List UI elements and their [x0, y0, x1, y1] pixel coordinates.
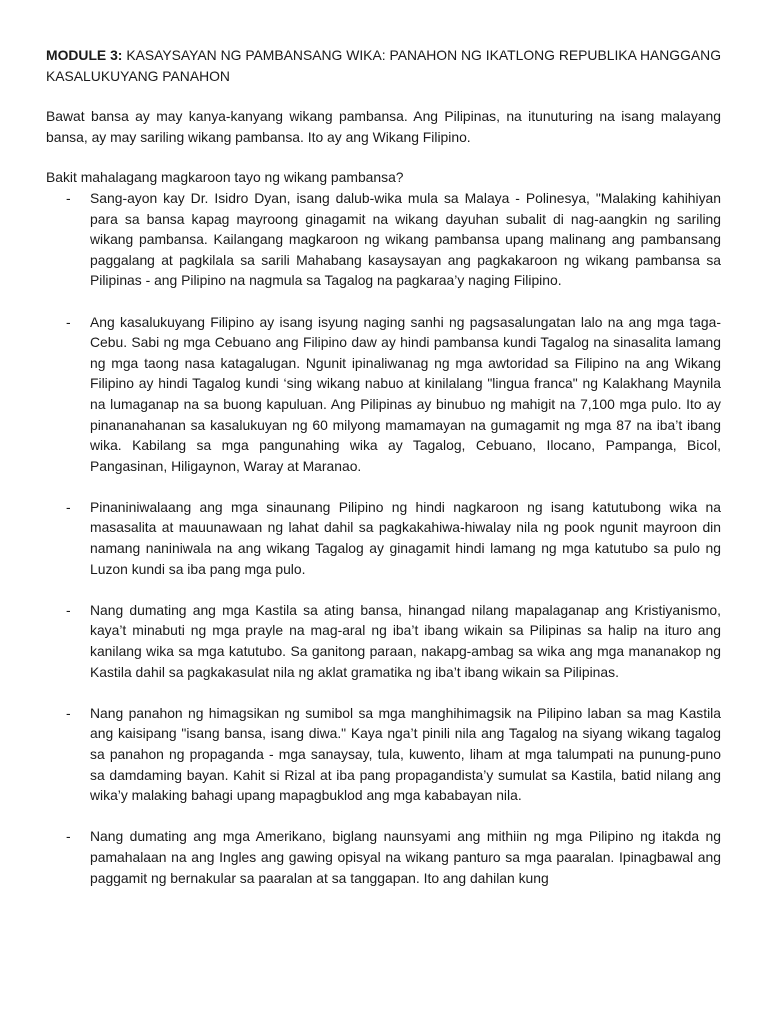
bullet-text: Nang dumating ang mga Kastila sa ating bansa, hinangad nilang mapalaganap ang Kristiyanismo, kaya’t minabuti ng mga prayle na mag-aral ng iba’t ibang wikain sa Pilipinas sa halip na ituro ang kanilang wika sa mga katutubo. Sa ganitong paraan, nakapg-ambag sa wika ang mga mananakop ng Kastila dahil sa pagkakasulat nila ng aklat gramatika ng iba’t ibang wikain sa Pilipinas. — [90, 601, 721, 680]
list-item — [46, 497, 721, 579]
bullet-marker: - — [66, 498, 71, 515]
bullet-marker: - — [66, 313, 71, 330]
bullet-text: Nang panahon ng himagsikan ng sumibol sa mga manghihimagsik na Pilipino laban sa mag Kastila ang kaisipang "isang bansa, isang diwa." Kaya nga’t pinili nila ang Tagalog na siyang wikang tagalog sa panahon ng propaganda - mga sanaysay, tula, kuwento, liham at mga talumpati na punung-puno sa damdaming bayan. Kahit si Rizal at iba pang propagandista’y sumulat sa Kastila, batid nilang ang wika’y malaking bahagi upang mapagbuklod ang mga kababayan nila. — [90, 704, 721, 804]
intro-paragraph: Bawat bansa ay may kanya-kanyang wikang pambansa. Ang Pilipinas, na itunuturing na isang malayang bansa, ay may sariling wikang pambansa. Ito ay ang Wikang Filipino. — [46, 108, 721, 145]
bullet-text: Nang dumating ang mga Amerikano, biglang naunsyami ang mithiin ng mga Pilipino ng itakda ng pamahalaan na ang Ingles ang gawing opisyal na wikang panturo sa mga paaralan. Ipinagbawal ang paggamit ng bernakular sa paaralan at sa tanggapan. Ito ang dahilan kung — [90, 828, 721, 886]
bullet-text: Sang-ayon kay Dr. Isidro Dyan, isang dalub-wika mula sa Malaya - Polinesya, "Malaking kahihiyan para sa bansa kapag mayroong ginagamit na wikang dayuhan subalit di nag-aangkin ng sariling wikang pambansa. Kailangang magkaroon ng wikang pambansa upang malinang ang pambansang paggalang at pagkilala sa sarili Mahabang kasaysayan ang pagkakaroon ng wikang pambansa sa Pilipinas - ang Pilipino na nagmula sa Tagalog na pagkaraa’y naging Filipino. — [90, 189, 721, 289]
bullet-marker: - — [66, 601, 71, 618]
list-item — [46, 826, 721, 888]
bullet-marker: - — [66, 828, 71, 845]
list-item — [46, 600, 721, 682]
bullet-text: Ang kasalukuyang Filipino ay isang isyung naging sanhi ng pagsasalungatan lalo na ang mga taga-Cebu. Sabi ng mga Cebuano ang Filipino daw ay hindi pambansa kundi Tagalog na sinasalita lamang ng mga taong nasa katagalugan. Ngunit ipinaliwanag ng mga awtoridad sa Filipino na ang Wikang Filipino ay hindi Tagalog kundi ‘sing wikang nabuo at kinilalang "lingua franca" ng Kalakhang Maynila na lumaganap na sa buong kapuluan. Ang Pilipinas ay binubuo ng mahigit na 7,100 mga pulo. Ito ay pinananahanan sa kasalukuyan ng 60 milyong mamamayan na gumagamit ng mga 87 na iba’t ibang wika. Kabilang sa mga pangunahing wika ay Tagalog, Cebuano, Ilocano, Pampanga, Bicol, Pangasinan, Hiligaynon, Waray at Maranao. — [90, 313, 721, 474]
bullet-list — [46, 188, 721, 888]
bullet-marker: - — [66, 189, 71, 206]
bullet-text: Pinaniniwalaang ang mga sinaunang Pilipino ng hindi nagkaroon ng isang katutubong wika na masasalita at mauunawaan ng lahat dahil sa pagkakahiwa-hiwalay nila ng pook ngunit mayroon din namang naniniwala na ang wikang Tagalog ay ginagamit hindi lamang ng mga katutubo sa pulo ng Luzon kundi sa iba pang mga pulo. — [90, 498, 721, 577]
list-item — [46, 703, 721, 806]
list-item — [46, 188, 721, 291]
list-item — [46, 312, 721, 477]
module-label: MODULE 3: — [46, 47, 123, 63]
module-title: KASAYSAYAN NG PAMBANSANG WIKA: PANAHON NG IKATLONG REPUBLIKA HANGGANG KASALUKUYANG PANAHON — [46, 47, 722, 84]
module-heading — [46, 45, 721, 86]
bullet-marker: - — [66, 704, 71, 721]
question-text: Bakit mahalagang magkaroon tayo ng wikang pambansa? — [46, 169, 404, 186]
